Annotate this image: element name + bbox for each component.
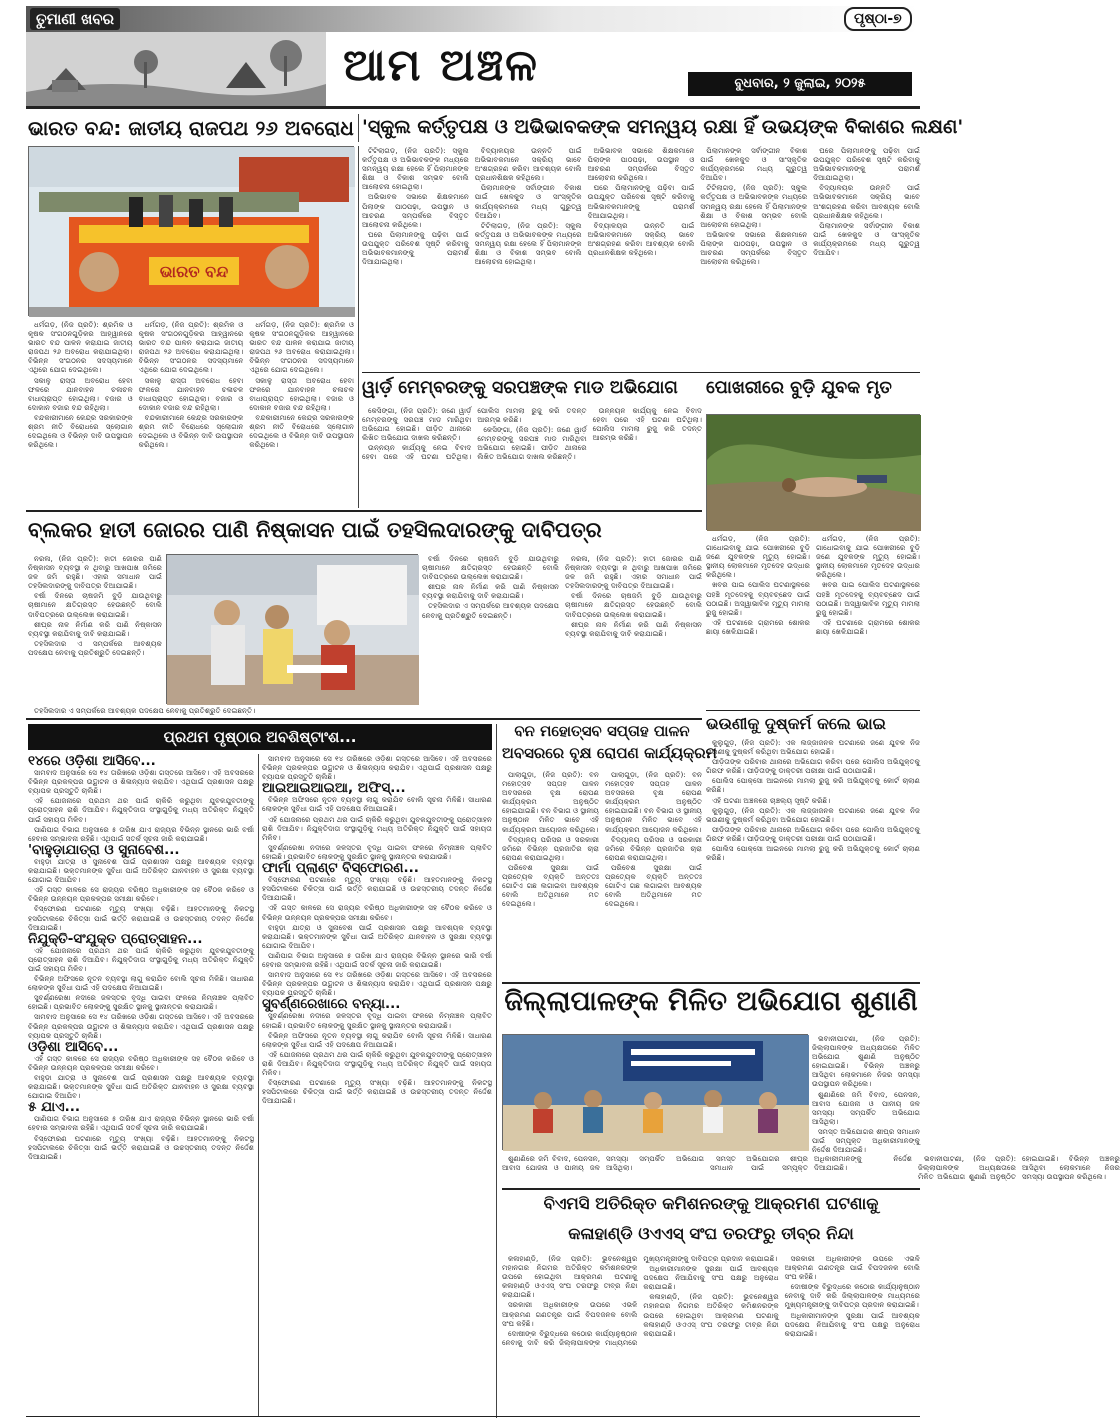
paragraph: ଅଧିକାରୀମାନଙ୍କ ସୁରକ୍ଷା ପାଇଁ ଆବଶ୍ୟକ ପଦକ୍ଷେପ ନିଆଯିବାକୁ ସଂଘ ପକ୍ଷରୁ ଅନୁରୋଧ କରାଯାଇଛି। — [784, 1310, 920, 1338]
collector-grievance-body-2 — [502, 1154, 1120, 1184]
paragraph: ବିସ୍ଫୋରଣ ଘଟଣାରେ ମୃତ୍ୟୁ ସଂଖ୍ୟା ବଢ଼ିଛି। ଆହତମାନଙ୍କୁ ନିକଟସ୍ଥ ହସପିଟାଲରେ ଚିକିତ୍ସା ପାଇଁ ଭର୍ତ୍ତି କରାଯାଇଛି ଓ ଉଚ୍ଚସ୍ତରୀୟ ତଦନ୍ତ ନିର୍ଦ୍ଦେଶ ଦିଆଯାଇଛି। — [262, 1078, 492, 1106]
village-sketch-icon — [26, 32, 326, 106]
paragraph: ବର୍ଷା ଦିନରେ ଚାଷଜମି ବୁଡ଼ି ଯାଉଥିବାରୁ ଚାଷୀମାନେ କ୍ଷତିଗ୍ରସ୍ତ ହେଉଛନ୍ତି ବୋଲି ଦାବିପତ୍ରରେ ଉଲ୍ଲେଖ କରାଯାଇଛି। — [422, 554, 559, 582]
paragraph: ପୋଲିସ ପୋକ୍ସୋ ଆଇନରେ ମାମଲା ରୁଜୁ କରି ଅଭିଯୁକ୍ତକୁ କୋର୍ଟ ଚାଲାଣ କରିଛି। — [706, 776, 920, 795]
block-water-body-2 — [422, 554, 702, 712]
section-title: 'ବାହୁଡ଼ାଯାତ୍ରା ଓ ସୁନାବେଶ... — [28, 841, 180, 858]
page-number — [844, 8, 912, 27]
paragraph: ସରକାରୀ ଅଧିକାରୀଙ୍କ ଉପରେ ଏଭଳି ଆକ୍ରମଣ ଗଣତନ୍ତ୍ର ପାଇଁ ବିପଦଜନକ ବୋଲି ସଂଘ କହିଛି। — [784, 1254, 920, 1282]
paragraph: ଏହି ଘଟଣାରେ ଗ୍ରାମରେ ଶୋକର ଛାୟା ଖେଳିଯାଇଛି। — [706, 617, 810, 636]
paragraph: ସୁବର୍ଣ୍ଣରେଖା ନଦୀରେ ଜଳସ୍ତର ବୃଦ୍ଧି ପାଇବା ଫଳରେ ନିମ୍ନାଞ୍ଚଳ ପ୍ଲାବିତ ହୋଇଛି। ପ୍ରଭାବିତ ଲୋକଙ୍କୁ ସୁରକ୍ଷିତ ସ୍ଥାନକୁ ସ୍ଥାନାନ୍ତର କରାଯାଉଛି। — [262, 842, 492, 861]
paragraph: ଧର୍ମଗଡ଼, (ନିଜ ପ୍ରତି): ଶ୍ରମିକ ଓ କୃଷକ ସଂଗଠନଗୁଡ଼ିକର ଆହ୍ୱାନରେ ଭାରତ ବନ୍ଦ ପାଳନ କରାଯାଇ ଜାତୀୟ ରାଜପଥ ୨୬ ଅବରୋଧ କରାଯାଇଥିଲା। ବିଭିନ୍ନ ସଂଗଠନର ସଦସ୍ୟମାନେ ଏଥିରେ ଯୋଗ ଦେଇଥିଲେ। — [28, 320, 133, 375]
paragraph: ଏହି ଗସ୍ତ କାଳରେ ସେ ରାଜ୍ୟର ବରିଷ୍ଠ ଅଧିକାରୀଙ୍କ ସହ ବୈଠକ କରିବେ ଓ ବିଭିନ୍ନ ଉନ୍ନୟନ ପ୍ରକଳ୍ପର ସମୀକ୍ଷା କରିବେ। — [28, 1053, 254, 1072]
paragraph: ଧର୍ମଗଡ଼, (ନିଜ ପ୍ରତି): ଶ୍ରମିକ ଓ କୃଷକ ସଂଗଠନଗୁଡ଼ିକର ଆହ୍ୱାନରେ ଭାରତ ବନ୍ଦ ପାଳନ କରାଯାଇ ଜାତୀୟ ରାଜପଥ ୨୬ ଅବରୋଧ କରାଯାଇଥିଲା। ବିଭିନ୍ନ ସଂଗଠନର ସଦସ୍ୟମାନେ ଏଥିରେ ଯୋଗ ଦେଇଥିଲେ। — [138, 320, 244, 375]
brand-text: ତୁମାଣୀ ଖବର — [30, 8, 120, 30]
school-coordination-body — [362, 146, 920, 368]
section-title: ଫାର୍ମା ପ୍ଲାଣ୍ଟ ବିସ୍ଫୋରଣ... — [262, 860, 419, 877]
paragraph: ଖବର ପାଇ ପୋଲିସ ଘଟଣାସ୍ଥଳରେ ପହଞ୍ଚି ମୃତଦେହକୁ ବ୍ୟବଚ୍ଛେଦ ପାଇଁ ପଠାଇଛି। ଅସ୍ୱାଭାବିକ ମୃତ୍ୟୁ ମାମଲା ରୁଜୁ ହୋଇଛି। — [816, 580, 920, 617]
paragraph: ପାଣିପାଗ ବିଭାଗ ଅନୁସାରେ ୫ ତାରିଖ ଯାଏ ରାଜ୍ୟର ବିଭିନ୍ନ ସ୍ଥାନରେ ଭାରି ବର୍ଷା ହେବାର ସମ୍ଭାବନା ରହିଛି। ଏଥିପାଇଁ ସତର୍କ ସୂଚନା ଜାରି କରାଯାଇଛି। — [28, 824, 254, 843]
plantation-body — [502, 770, 702, 980]
paragraph: ବନ୍ଦକାରୀମାନେ କେନ୍ଦ୍ର ସରକାରଙ୍କ ଶ୍ରମ ନୀତି ବିରୋଧରେ ସ୍ଲୋଗାନ ଦେଇଥିଲେ ଓ ବିଭିନ୍ନ ଦାବି ଉପସ୍ଥାପନ କରିଥିଲେ। — [28, 412, 133, 450]
paragraph: ପିଲାମାନଙ୍କ ସର୍ବାଙ୍ଗୀନ ବିକାଶ ପାଇଁ ଖେଳକୁଦ ଓ ସାଂସ୍କୃତିକ କାର୍ଯ୍ୟକ୍ରମରେ ମଧ୍ୟ ଗୁରୁତ୍ୱ ଦିଆଯିବ। — [700, 146, 808, 183]
paragraph: ପୋଲିସ ପୋକ୍ସୋ ଆଇନରେ ମାମଲା ରୁଜୁ କରି ଅଭିଯୁକ୍ତକୁ କୋର୍ଟ ଚାଲାଣ କରିଛି। — [706, 844, 920, 863]
continuation-col-1 — [28, 754, 254, 1418]
grievance-meeting-photo-icon — [503, 1035, 809, 1151]
section-rule — [502, 982, 920, 984]
paragraph: ବିଭିନ୍ନ ଅଫିସରେ ନୂତନ ବ୍ୟବସ୍ଥା ଲାଗୁ କରାଯିବ ବୋଲି ସୂଚନା ମିଳିଛି। ସାଧାରଣ ଲୋକଙ୍କ ସୁବିଧା ପାଇଁ ଏହି ପଦକ୍ଷେପ ନିଆଯାଇଛି। — [262, 1030, 492, 1049]
paragraph: ବାହୁଡ଼ା ଯାତ୍ରା ଓ ସୁନାବେଶ ପାଇଁ ପ୍ରଶାସନ ପକ୍ଷରୁ ଆବଶ୍ୟକ ବ୍ୟବସ୍ଥା କରାଯାଇଛି। ଭକ୍ତମାନଙ୍କ ସୁବିଧା ପାଇଁ ଅତିରିକ୍ତ ଯାନବାହନ ଓ ସୁରକ୍ଷା ବ୍ୟବସ୍ଥା ଯୋଗାଇ ଦିଆଯିବ। — [28, 1073, 254, 1101]
paragraph: ବିସ୍ଫୋରଣ ଘଟଣାରେ ମୃତ୍ୟୁ ସଂଖ୍ୟା ବଢ଼ିଛି। ଆହତମାନଙ୍କୁ ନିକଟସ୍ଥ ହସପିଟାଲରେ ଚିକିତ୍ସା ପାଇଁ ଭର୍ତ୍ତି କରାଯାଇଛି ଓ ଉଚ୍ଚସ୍ତରୀୟ ତଦନ୍ତ ନିର୍ଦ୍ଦେଶ ଦିଆଯାଇଛି। — [28, 1133, 254, 1161]
paragraph: ଖବର ପାଇ ପୋଲିସ ଘଟଣାସ୍ଥଳରେ ପହଞ୍ଚି ମୃତଦେହକୁ ବ୍ୟବଚ୍ଛେଦ ପାଇଁ ପଠାଇଛି। ଅସ୍ୱାଭାବିକ ମୃତ୍ୟୁ ମାମଲା ରୁଜୁ ହୋଇଛି। — [706, 580, 810, 617]
paragraph: ସମସ୍ତ ଅଭିଯୋଗର ଶୀଘ୍ର ସମାଧାନ ପାଇଁ ସମ୍ପୃକ୍ତ ଅଧିକାରୀମାନଙ୍କୁ ନିର୍ଦ୍ଦେଶ ଦିଆଯାଇଛି। — [812, 1126, 920, 1155]
paragraph: ତହସିଲଦାର ଏ ସମ୍ପର୍କରେ ଆବଶ୍ୟକ ପଦକ୍ଷେପ ନେବାକୁ ପ୍ରତିଶ୍ରୁତି ଦେଇଛନ୍ତି। — [34, 706, 256, 715]
paragraph: ଅଧିକାରୀମାନଙ୍କ ସୁରକ୍ଷା ପାଇଁ ଆବଶ୍ୟକ ପଦକ୍ଷେପ ନିଆଯିବାକୁ ସଂଘ ପକ୍ଷରୁ ଅନୁରୋଧ କରାଯାଇଛି। — [643, 1264, 779, 1292]
paragraph: ପାଲାଗୁଡ଼ା, (ନିଜ ପ୍ରତି): ବନ ମହୋତ୍ସବ ସପ୍ତାହ ପାଳନ ଅବସରରେ ବୃକ୍ଷ ରୋପଣ କାର୍ଯ୍ୟକ୍ରମ ଅନୁଷ୍ଠିତ ହୋଇଯାଇଛି। ବନ ବିଭାଗ ଓ ସ୍ଥାନୀୟ ଅନୁଷ୍ଠାନ ମିଳିତ ଭାବେ ଏହି କାର୍ଯ୍ୟକ୍ରମ ଆୟୋଜନ କରିଥିଲେ। — [605, 770, 702, 834]
bmc-attack-body — [502, 1254, 920, 1418]
paragraph: ଘରେ ପିଲାମାନଙ୍କୁ ପଢ଼ିବା ପାଇଁ ଉପଯୁକ୍ତ ପରିବେଶ ସୃଷ୍ଟି କରିବାକୁ ଅଭିଭାବକମାନଙ୍କୁ ପରାମର୍ଶ ଦିଆଯାଇଥିଲା। — [813, 146, 920, 183]
headline-plantation-2: ଅବସରରେ ବୃକ୍ଷ ରୋପଣ କାର୍ଯ୍ୟକ୍ରମ — [502, 744, 717, 762]
headline-bmc-attack-1: ବିଏମସି ଅତିରିକ୍ତ କମିଶନରଙ୍କୁ ଆକ୍ରମଣ ଘଟଣାକୁ — [543, 1194, 879, 1213]
section-title: ସୁବର୍ଣ୍ଣରେଖାରେ ବନ୍ୟା... — [262, 996, 401, 1013]
masthead-title: ଆମ ଅଞ୍ଚଳ — [343, 40, 539, 91]
paragraph: ସକାଳୁ ରାସ୍ତା ଅବରୋଧ ହେବା ଫଳରେ ଯାନବାହନ ଚଳାଚଳ ବାଧାପ୍ରାପ୍ତ ହୋଇଥିଲା। ବଜାର ଓ ଦୋକାନ ବଜାର ବନ୍ଦ ରହିଥିଲା। — [138, 375, 244, 412]
paragraph: ଏହି ଘଟଣା ଅଞ୍ଚଳରେ ଚାଞ୍ଚଲ୍ୟ ସୃଷ୍ଟି କରିଛି। — [712, 795, 831, 805]
paragraph: ଭବାନୀପାଟଣା, (ନିଜ ପ୍ରତି): ଜିଲ୍ଲାପାଳଙ୍କ ଅଧ୍ୟକ୍ଷତାରେ ମିଳିତ ଅଭିଯୋଗ ଶୁଣାଣି ଅନୁଷ୍ଠିତ ହୋଇଯାଇଛି। ବିଭିନ୍ନ ଅଞ୍ଚଳରୁ ଆସିଥିବା ଲୋକମାନେ ନିଜର ସମସ୍ୟା ଉପସ୍ଥାପନ କରିଥିଲେ। — [812, 1034, 920, 1089]
paragraph: ଏହି ଗସ୍ତ କାଳରେ ସେ ରାଜ୍ୟର ବରିଷ୍ଠ ଅଧିକାରୀଙ୍କ ସହ ବୈଠକ କରିବେ ଓ ବିଭିନ୍ନ ଉନ୍ନୟନ ପ୍ରକଳ୍ପର ସମୀକ୍ଷା କରିବେ। — [262, 903, 492, 922]
paragraph: ପରିବେଶ ସୁରକ୍ଷା ପାଇଁ ପ୍ରତ୍ୟେକ ବ୍ୟକ୍ତି ଅନ୍ତତଃ ଗୋଟିଏ ଗଛ ଲଗାଇବା ଆବଶ୍ୟକ ବୋଲି ଅତିଥିମାନେ ମତ ଦେଇଥିଲେ। — [605, 862, 702, 909]
header-rule — [26, 106, 920, 109]
paragraph: ସୁବର୍ଣ୍ଣରେଖା ନଦୀରେ ଜଳସ୍ତର ବୃଦ୍ଧି ପାଇବା ଫଳରେ ନିମ୍ନାଞ୍ଚଳ ପ୍ଲାବିତ ହୋଇଛି। ପ୍ରଭାବିତ ଲୋକଙ୍କୁ ସୁରକ୍ଷିତ ସ୍ଥାନକୁ ସ୍ଥାନାନ୍ତର କରାଯାଉଛି। — [262, 1011, 492, 1030]
banner-text: ଭାରତ ବନ୍ଦ — [159, 262, 229, 281]
paragraph: ଧର୍ମଗଡ଼, (ନିଜ ପ୍ରତି): ଶ୍ରମିକ ଓ କୃଷକ ସଂଗଠନଗୁଡ଼ିକର ଆହ୍ୱାନରେ ଭାରତ ବନ୍ଦ ପାଳନ କରାଯାଇ ଜାତୀୟ ରାଜପଥ ୨୬ ଅବରୋଧ କରାଯାଇଥିଲା। ବିଭିନ୍ନ ସଂଗଠନର ସଦସ୍ୟମାନେ ଏଥିରେ ଯୋଗ ଦେଇଥିଲେ। — [249, 320, 354, 375]
column-divider — [358, 146, 359, 508]
paragraph: ବନ୍ଦକାରୀମାନେ କେନ୍ଦ୍ର ସରକାରଙ୍କ ଶ୍ରମ ନୀତି ବିରୋଧରେ ସ୍ଲୋଗାନ ଦେଇଥିଲେ ଓ ବିଭିନ୍ନ ଦାବି ଉପସ୍ଥାପନ କରିଥିଲେ। — [249, 412, 354, 450]
pond-photo — [706, 414, 920, 530]
paragraph: ଘରେ ପିଲାମାନଙ୍କୁ ପଢ଼ିବା ପାଇଁ ଉପଯୁକ୍ତ ପରିବେଶ ସୃଷ୍ଟି କରିବାକୁ ଅଭିଭାବକମାନଙ୍କୁ ପରାମର୍ଶ ଦିଆଯାଇଥିଲା। — [587, 183, 695, 220]
paragraph: ଉନ୍ନୟନ କାର୍ଯ୍ୟକୁ ନେଇ ବିବାଦ ହେବା ପରେ ଏହି ଘଟଣା ଘଟିଥିଲା। ପୋଲିସ ମାମଲା ରୁଜୁ କରି ତଦନ୍ତ ଆରମ୍ଭ କରିଛି। — [362, 406, 587, 462]
paragraph: ସାମବାଦ ଅନୁସାରେ ସେ ୧୪ ତାରିଖରେ ଓଡ଼ିଶା ଗସ୍ତରେ ଆସିବେ। ଏହି ଅବସରରେ ବିଭିନ୍ନ ପ୍ରକଳ୍ପର ଉଦ୍ଘାଟନ ଓ ଶିଳାନ୍ୟାସ କରାଯିବ। ଏଥିପାଇଁ ପ୍ରଶାସନ ପକ୍ଷରୁ ବ୍ୟାପକ ପ୍ରସ୍ତୁତି ଚାଲିଛି। — [262, 970, 492, 998]
paragraph: ବାହୁଡ଼ା ଯାତ୍ରା ଓ ସୁନାବେଶ ପାଇଁ ପ୍ରଶାସନ ପକ୍ଷରୁ ଆବଶ୍ୟକ ବ୍ୟବସ୍ଥା କରାଯାଇଛି। ଭକ୍ତମାନଙ୍କ ସୁବିଧା ପାଇଁ ଅତିରିକ୍ତ ଯାନବାହନ ଓ ସୁରକ୍ଷା ବ୍ୟବସ୍ଥା ଯୋଗାଇ ଦିଆଯିବ। — [28, 856, 254, 885]
issue-date: ବୁଧବାର, ୨ ଜୁଲାଇ, ୨୦୨୫ — [688, 72, 912, 96]
bharat-bandh-photo — [28, 146, 354, 316]
paragraph: ବାହୁଡ଼ା ଯାତ୍ରା ଓ ସୁନାବେଶ ପାଇଁ ପ୍ରଶାସନ ପକ୍ଷରୁ ଆବଶ୍ୟକ ବ୍ୟବସ୍ଥା କରାଯାଇଛି। ଭକ୍ତମାନଙ୍କ ସୁବିଧା ପାଇଁ ଅତିରିକ୍ତ ଯାନବାହନ ଓ ସୁରକ୍ଷା ବ୍ୟବସ୍ଥା ଯୋଗାଇ ଦିଆଯିବ। — [262, 922, 492, 950]
paragraph: ପୀଡ଼ିତାଙ୍କ ପରିବାର ଥାନାରେ ଅଭିଯୋଗ କରିବା ପରେ ପୋଲିସ ଅଭିଯୁକ୍ତକୁ ଗିରଫ କରିଛି। ପୀଡ଼ିତାଙ୍କୁ ଡାକ୍ତରୀ ପରୀକ୍ଷା ପାଇଁ ପଠାଯାଇଛି। — [706, 824, 920, 843]
paragraph: ପରିବେଶ ସୁରକ୍ଷା ପାଇଁ ପ୍ରତ୍ୟେକ ବ୍ୟକ୍ତି ଅନ୍ତତଃ ଗୋଟିଏ ଗଛ ଲଗାଇବା ଆବଶ୍ୟକ ବୋଲି ଅତିଥିମାନେ ମତ ଦେଇଥିଲେ। — [502, 862, 599, 909]
paragraph: ଶୁଣାଣିରେ ଜମି ବିବାଦ, ପେନସନ, ଆବାସ ଯୋଜନା ଓ ପାନୀୟ ଜଳ ସମସ୍ୟା ସମ୍ପର୍କିତ ଅଭିଯୋଗ ଆସିଥିଲା। — [812, 1089, 920, 1126]
paragraph: ଶୀଘ୍ର ନାଳ ନିର୍ମାଣ କରି ପାଣି ନିଷ୍କାସନ ବ୍ୟବସ୍ଥା କରାଯିବାକୁ ଦାବି କରାଯାଇଛି। — [422, 582, 559, 601]
paragraph: ବର୍ଷା ଦିନରେ ଚାଷଜମି ବୁଡ଼ି ଯାଉଥିବାରୁ ଚାଷୀମାନେ କ୍ଷତିଗ୍ରସ୍ତ ହେଉଛନ୍ତି ବୋଲି ଦାବିପତ୍ରରେ ଉଲ୍ଲେଖ କରାଯାଇଛି। — [565, 591, 702, 619]
paragraph: ଶୁଣାଣିରେ ଜମି ବିବାଦ, ପେନସନ, ଆବାସ ଯୋଜନା ଓ ପାନୀୟ ଜଳ ସମସ୍ୟା ସମ୍ପର୍କିତ ଅଭିଯୋଗ ଆସିଥିଲା। — [502, 1154, 704, 1173]
page-number-text: ପୃଷ୍ଠା-୭ — [844, 7, 912, 31]
block-water-body-tail — [28, 706, 418, 716]
paragraph: ବିସ୍ଫୋରଣ ଘଟଣାରେ ମୃତ୍ୟୁ ସଂଖ୍ୟା ବଢ଼ିଛି। ଆହତମାନଙ୍କୁ ନିକଟସ୍ଥ ହସପିଟାଲରେ ଚିକିତ୍ସା ପାଇଁ ଭର୍ତ୍ତି କରାଯାଇଛି ଓ ଉଚ୍ଚସ୍ତରୀୟ ତଦନ୍ତ ନିର୍ଦ୍ଦେଶ ଦିଆଯାଇଛି। — [262, 875, 492, 903]
paragraph: ଶୀଘ୍ର ନାଳ ନିର୍ମାଣ କରି ପାଣି ନିଷ୍କାସନ ବ୍ୟବସ୍ଥା କରାଯିବାକୁ ଦାବି କରାଯାଇଛି। — [28, 619, 162, 638]
paragraph: ବିଭିନ୍ନ ଅଫିସରେ ନୂତନ ବ୍ୟବସ୍ଥା ଲାଗୁ କରାଯିବ ବୋଲି ସୂଚନା ମିଳିଛି। ସାଧାରଣ ଲୋକଙ୍କ ସୁବିଧା ପାଇଁ ଏହି ପଦକ୍ଷେପ ନିଆଯାଇଛି। — [262, 795, 492, 814]
section-title: ଓଡ଼ିଶା ଆସିବେ... — [28, 1038, 119, 1055]
headline-bmc-attack-2: କଳାହାଣ୍ଡି ଓଏଏସ୍ ସଂଘ ତରଫରୁ ତୀବ୍ର ନିନ୍ଦା — [568, 1224, 854, 1243]
paragraph: ସାମବାଦ ଅନୁସାରେ ସେ ୧୪ ତାରିଖରେ ଓଡ଼ିଶା ଗସ୍ତରେ ଆସିବେ। ଏହି ଅବସରରେ ବିଭିନ୍ନ ପ୍ରକଳ୍ପର ଉଦ୍ଘାଟନ ଓ ଶିଳାନ୍ୟାସ କରାଯିବ। ଏଥିପାଇଁ ପ୍ରଶାସନ ପକ୍ଷରୁ ବ୍ୟାପକ ପ୍ରସ୍ତୁତି ଚାଲିଛି। — [262, 754, 492, 782]
pond-death-body — [706, 534, 920, 706]
paragraph: ଧର୍ମଗଡ଼, (ନିଜ ପ୍ରତି): ଗାଧୋଇବାକୁ ଯାଇ ପୋଖରୀରେ ବୁଡ଼ି ଜଣେ ଯୁବକଙ୍କ ମୃତ୍ୟୁ ହୋଇଛି। ସ୍ଥାନୀୟ ଲୋକମାନେ ମୃତଦେହ ଉଦ୍ଧାର କରିଥିଲେ। — [816, 534, 920, 580]
paragraph: ପୀଡ଼ିତାଙ୍କ ପରିବାର ଥାନାରେ ଅଭିଯୋଗ କରିବା ପରେ ପୋଲିସ ଅଭିଯୁକ୍ତକୁ ଗିରଫ କରିଛି। ପୀଡ଼ିତାଙ୍କୁ ଡାକ୍ତରୀ ପରୀକ୍ଷା ପାଇଁ ପଠାଯାଇଛି। — [706, 757, 920, 776]
paragraph: ଟିଟିଲାଗଡ଼, (ନିଜ ପ୍ରତି): ସ୍କୁଲ କର୍ତ୍ତୃପକ୍ଷ ଓ ଅଭିଭାବକଙ୍କ ମଧ୍ୟରେ ସମନ୍ୱୟ ରକ୍ଷା ହେଲେ ହିଁ ପିଲାମାନଙ୍କ ଶିକ୍ଷା ଓ ବିକାଶ ସମ୍ଭବ ବୋଲି ଆଲୋଚନା ହୋଇଥିଲା। — [362, 146, 469, 192]
paragraph: ଦୋଷୀଙ୍କ ବିରୁଦ୍ଧରେ କଠୋର କାର୍ଯ୍ୟାନୁଷ୍ଠାନ ନେବାକୁ ଦାବି କରି ଜିଲ୍ଲାପାଳଙ୍କ ମାଧ୍ୟମରେ ମୁଖ୍ୟମନ୍ତ୍ରୀଙ୍କୁ ଦାବିପତ୍ର ପ୍ରଦାନ କରାଯାଇଛି। — [784, 1282, 920, 1310]
brand-label — [30, 9, 120, 28]
section-rule — [362, 372, 920, 373]
headline-school-coordination: 'ସ୍କୁଲ କର୍ତ୍ତୃପକ୍ଷ ଓ ଅଭିଭାବକଙ୍କ ସମନ୍ୱୟ ରକ୍ଷା ହିଁ ଉଭୟଙ୍କ ବିକାଶର ଲକ୍ଷଣ' — [362, 116, 964, 138]
paragraph: ପାଲାଗୁଡ଼ା, (ନିଜ ପ୍ରତି): ବନ ମହୋତ୍ସବ ସପ୍ତାହ ପାଳନ ଅବସରରେ ବୃକ୍ଷ ରୋପଣ କାର୍ଯ୍ୟକ୍ରମ ଅନୁଷ୍ଠିତ ହୋଇଯାଇଛି। ବନ ବିଭାଗ ଓ ସ୍ଥାନୀୟ ଅନୁଷ୍ଠାନ ମିଳିତ ଭାବେ ଏହି କାର୍ଯ୍ୟକ୍ରମ ଆୟୋଜନ କରିଥିଲେ। — [502, 770, 599, 834]
paragraph: ବିଦ୍ୟାଳୟ ପରିସର ଓ ସରକାରୀ ଜମିରେ ବିଭିନ୍ନ ପ୍ରଜାତିର ଚାରା ରୋପଣ କରାଯାଇଥିଲା। — [502, 834, 599, 862]
masthead-art — [26, 32, 326, 106]
bharat-bandh-body — [28, 320, 354, 506]
paragraph: ସାମବାଦ ଅନୁସାରେ ସେ ୧୪ ତାରିଖରେ ଓଡ଼ିଶା ଗସ୍ତରେ ଆସିବେ। ଏହି ଅବସରରେ ବିଭିନ୍ନ ପ୍ରକଳ୍ପର ଉଦ୍ଘାଟନ ଓ ଶିଳାନ୍ୟାସ କରାଯିବ। ଏଥିପାଇଁ ପ୍ରଶାସନ ପକ୍ଷରୁ ବ୍ୟାପକ ପ୍ରସ୍ତୁତି ଚାଲିଛି। — [28, 768, 254, 796]
paragraph: ବର୍ଷା ଦିନରେ ଚାଷଜମି ବୁଡ଼ି ଯାଉଥିବାରୁ ଚାଷୀମାନେ କ୍ଷତିଗ୍ରସ୍ତ ହେଉଛନ୍ତି ବୋଲି ଦାବିପତ୍ରରେ ଉଲ୍ଲେଖ କରାଯାଇଛି। — [28, 591, 162, 619]
paragraph: ତହସିଲଦାର ଏ ସମ୍ପର୍କରେ ଆବଶ୍ୟକ ପଦକ୍ଷେପ ନେବାକୁ ପ୍ରତିଶ୍ରୁତି ଦେଇଛନ୍ତି। — [28, 638, 162, 657]
headline-pond-death: ପୋଖରୀରେ ବୁଡ଼ି ଯୁବକ ମୃତ — [706, 378, 892, 398]
column-divider — [258, 754, 259, 1416]
headline-ward-member: ୱାର୍ଡ଼ ମେମ୍ବରଙ୍କୁ ସରପଞ୍ଚଙ୍କ ମାଡ ଅଭିଯୋଗ — [362, 378, 678, 398]
paragraph: ଅଭିଭାବକ ସଭାରେ ଶିକ୍ଷକମାନେ ପିଲାଙ୍କ ପାଠପଢ଼ା, ଉପସ୍ଥାନ ଓ ଆଚରଣ ସମ୍ପର୍କରେ ବିସ୍ତୃତ ଆଲୋଚନା କରିଥିଲେ। — [587, 146, 695, 183]
paragraph: ସୁବର୍ଣ୍ଣରେଖା ନଦୀରେ ଜଳସ୍ତର ବୃଦ୍ଧି ପାଇବା ଫଳରେ ନିମ୍ନାଞ୍ଚଳ ପ୍ଲାବିତ ହୋଇଛି। ପ୍ରଭାବିତ ଲୋକଙ୍କୁ ସୁରକ୍ଷିତ ସ୍ଥାନକୁ ସ୍ଥାନାନ୍ତର କରାଯାଉଛି। — [28, 993, 254, 1012]
paragraph: କେସିଙ୍ଗା, (ନିଜ ପ୍ରତି): ଜଣେ ୱାର୍ଡ଼ ମେମ୍ବରଙ୍କୁ ସରପଞ୍ଚ ମାଡ ମାରିଥିବା ଅଭିଯୋଗ ହୋଇଛି। ପୀଡ଼ିତ ଥାନାରେ ଲିଖିତ ଅଭିଯୋଗ ଦାଖଲ କରିଛନ୍ତି। — [477, 425, 587, 462]
headline-block-water: ବ୍ଲକର ହାତୀ ଜୋରର ପାଣି ନିଷ୍କାସନ ପାଇଁ ତହସିଲଦାରଙ୍କୁ ଦାବିପତ୍ର — [28, 518, 602, 542]
headline-plantation-1: ବନ ମହୋତ୍ସବ ସପ୍ତାହ ପାଳନ — [514, 722, 690, 740]
grievance-photo — [502, 1034, 808, 1150]
paragraph: ଶୀଘ୍ର ନାଳ ନିର୍ମାଣ କରି ପାଣି ନିଷ୍କାସନ ବ୍ୟବସ୍ଥା କରାଯିବାକୁ ଦାବି କରାଯାଇଛି। — [565, 619, 702, 638]
section-title: ୧୪ରେ ଓଡ଼ିଶା ଆସିବେ... — [28, 753, 156, 769]
paragraph: ସରକାରୀ ଅଧିକାରୀଙ୍କ ଉପରେ ଏଭଳି ଆକ୍ରମଣ ଗଣତନ୍ତ୍ର ପାଇଁ ବିପଦଜନକ ବୋଲି ସଂଘ କହିଛି। — [502, 1300, 638, 1328]
paragraph: ବିଦ୍ୟାଳୟ ପରିସର ଓ ସରକାରୀ ଜମିରେ ବିଭିନ୍ନ ପ୍ରଜାତିର ଚାରା ରୋପଣ କରାଯାଇଥିଲା। — [605, 834, 702, 862]
paragraph: ପାଣିପାଗ ବିଭାଗ ଅନୁସାରେ ୫ ତାରିଖ ଯାଏ ରାଜ୍ୟର ବିଭିନ୍ନ ସ୍ଥାନରେ ଭାରି ବର୍ଷା ହେବାର ସମ୍ଭାବନା ରହିଛି। ଏଥିପାଇଁ ସତର୍କ ସୂଚନା ଜାରି କରାଯାଇଛି। — [28, 1114, 254, 1133]
paragraph: ନରଳା, (ନିଜ ପ୍ରତି): ହାତୀ ଜୋରର ପାଣି ନିଷ୍କାସନ ବ୍ୟବସ୍ଥା ନ ଥିବାରୁ ଆଖପାଖ ଜମିରେ ଜଳ ଜମି ରହୁଛି। ଏହାର ସମାଧାନ ପାଇଁ ତହସିଲଦାରଙ୍କୁ ଦାବିପତ୍ର ଦିଆଯାଇଛି। — [28, 554, 162, 591]
paragraph: ସକାଳୁ ରାସ୍ତା ଅବରୋଧ ହେବା ଫଳରେ ଯାନବାହନ ଚଳାଚଳ ବାଧାପ୍ରାପ୍ତ ହୋଇଥିଲା। ବଜାର ଓ ଦୋକାନ ବଜାର ବନ୍ଦ ରହିଥିଲା। — [28, 375, 133, 412]
paragraph: ଟିଟିଲାଗଡ଼, (ନିଜ ପ୍ରତି): ସ୍କୁଲ କର୍ତ୍ତୃପକ୍ଷ ଓ ଅଭିଭାବକଙ୍କ ମଧ୍ୟରେ ସମନ୍ୱୟ ରକ୍ଷା ହେଲେ ହିଁ ପିଲାମାନଙ୍କ ଶିକ୍ଷା ଓ ବିକାଶ ସମ୍ଭବ ବୋଲି ଆଲୋଚନା ହୋଇଥିଲା। — [700, 183, 808, 229]
section-rule — [706, 710, 920, 711]
protest-banner-photo-icon — [29, 147, 355, 317]
header-band — [26, 6, 920, 32]
paragraph: ଅଭିଭାବକ ସଭାରେ ଶିକ୍ଷକମାନେ ପିଲାଙ୍କ ପାଠପଢ଼ା, ଉପସ୍ଥାନ ଓ ଆଚରଣ ସମ୍ପର୍କରେ ବିସ୍ତୃତ ଆଲୋଚନା କରିଥିଲେ। — [362, 192, 469, 229]
newspaper-page — [26, 6, 1120, 1418]
footer-rule — [26, 1416, 920, 1417]
paragraph: ଦୋଷୀଙ୍କ ବିରୁଦ୍ଧରେ କଠୋର କାର୍ଯ୍ୟାନୁଷ୍ଠାନ ନେବାକୁ ଦାବି କରି ଜିଲ୍ଲାପାଳଙ୍କ ମାଧ୍ୟମରେ ମୁଖ୍ୟମନ୍ତ୍ରୀଙ୍କୁ ଦାବିପତ୍ର ପ୍ରଦାନ କରାଯାଇଛି। — [502, 1254, 778, 1347]
paragraph: ପାଣିପାଗ ବିଭାଗ ଅନୁସାରେ ୫ ତାରିଖ ଯାଏ ରାଜ୍ୟର ବିଭିନ୍ନ ସ୍ଥାନରେ ଭାରି ବର୍ଷା ହେବାର ସମ୍ଭାବନା ରହିଛି। ଏଥିପାଇଁ ସତର୍କ ସୂଚନା ଜାରି କରାଯାଇଛି। — [262, 950, 492, 969]
paragraph: ନରଳା, (ନିଜ ପ୍ରତି): ହାତୀ ଜୋରର ପାଣି ନିଷ୍କାସନ ବ୍ୟବସ୍ଥା ନ ଥିବାରୁ ଆଖପାଖ ଜମିରେ ଜଳ ଜମି ରହୁଛି। ଏହାର ସମାଧାନ ପାଇଁ ତହସିଲଦାରଙ୍କୁ ଦାବିପତ୍ର ଦିଆଯାଇଛି। — [565, 554, 702, 591]
headline-collector-grievance: ଜିଲ୍ଲାପାଳଙ୍କ ମିଳିତ ଅଭିଯୋଗ ଶୁଣାଣି — [504, 986, 918, 1017]
ward-member-body — [362, 406, 702, 506]
paragraph: ବିଭିନ୍ନ ଅଫିସରେ ନୂତନ ବ୍ୟବସ୍ଥା ଲାଗୁ କରାଯିବ ବୋଲି ସୂଚନା ମିଳିଛି। ସାଧାରଣ ଲୋକଙ୍କ ସୁବିଧା ପାଇଁ ଏହି ପଦକ୍ଷେପ ନିଆଯାଇଛି। — [28, 974, 254, 993]
headline-bharat-bandh: ଭାରତ ବନ୍ଦ: ଜାତୀୟ ରାଜପଥ ୨୬ ଅବରୋଧ — [28, 116, 354, 140]
paragraph: ତହସିଲଦାର ଏ ସମ୍ପର୍କରେ ଆବଶ୍ୟକ ପଦକ୍ଷେପ ନେବାକୁ ପ୍ରତିଶ୍ରୁତି ଦେଇଛନ୍ତି। — [422, 601, 559, 620]
paragraph: ଭବାନୀପାଟଣା, (ନିଜ ପ୍ରତି): ଜିଲ୍ଲାପାଳଙ୍କ ଅଧ୍ୟକ୍ଷତାରେ ମିଳିତ ଅଭିଯୋଗ ଶୁଣାଣି ଅନୁଷ୍ଠିତ ହୋଇଯାଇଛି। ବିଭିନ୍ନ ଅଞ୍ଚଳରୁ ଆସିଥିବା ଲୋକମାନେ ନିଜର ସମସ୍ୟା ଉପସ୍ଥାପନ କରିଥିଲେ। — [918, 1154, 1120, 1182]
paragraph: ଏହି ଗସ୍ତ କାଳରେ ସେ ରାଜ୍ୟର ବରିଷ୍ଠ ଅଧିକାରୀଙ୍କ ସହ ବୈଠକ କରିବେ ଓ ବିଭିନ୍ନ ଉନ୍ନୟନ ପ୍ରକଳ୍ପର ସମୀକ୍ଷା କରିବେ। — [28, 885, 254, 904]
office-meeting-photo-icon — [167, 555, 419, 705]
paragraph: ଉନ୍ନୟନ କାର୍ଯ୍ୟକୁ ନେଇ ବିବାଦ ହେବା ପରେ ଏହି ଘଟଣା ଘଟିଥିଲା। ପୋଲିସ ମାମଲା ରୁଜୁ କରି ତଦନ୍ତ ଆରମ୍ଭ କରିଛି। — [592, 406, 702, 443]
paragraph: କୁଲୁଗୁଡ଼, (ନିଜ ପ୍ରତି): ଏକ ଲଜ୍ଜାଜନକ ଘଟଣାରେ ଜଣେ ଯୁବକ ନିଜ ଭଉଣୀକୁ ଦୁଷ୍କର୍ମ କରିଥିବା ଅଭିଯୋଗ ହୋଇଛି। — [706, 738, 920, 757]
continuation-header: ପ୍ରଥମ ପୃଷ୍ଠାର ଅବଶିଷ୍ଟାଂଶ... — [28, 724, 492, 750]
paragraph: ଟିଟିଲାଗଡ଼, (ନିଜ ପ୍ରତି): ସ୍କୁଲ କର୍ତ୍ତୃପକ୍ଷ ଓ ଅଭିଭାବକଙ୍କ ମଧ୍ୟରେ ସମନ୍ୱୟ ରକ୍ଷା ହେଲେ ହିଁ ପିଲାମାନଙ୍କ ଶିକ୍ଷା ଓ ବିକାଶ ସମ୍ଭବ ବୋଲି ଆଲୋଚନା ହୋଇଥିଲା। — [474, 220, 582, 267]
section-title: ନିଯୁକ୍ତି-ସଂଯୁକ୍ତ ପ୍ରୋତ୍ସାହନ... — [28, 930, 203, 947]
paragraph: ଏହି ଘଟଣାରେ ଗ୍ରାମରେ ଶୋକର ଛାୟା ଖେଳିଯାଇଛି। — [816, 617, 920, 636]
paragraph: କେସିଙ୍ଗା, (ନିଜ ପ୍ରତି): ଜଣେ ୱାର୍ଡ଼ ମେମ୍ବରଙ୍କୁ ସରପଞ୍ଚ ମାଡ ମାରିଥିବା ଅଭିଯୋଗ ହୋଇଛି। ପୀଡ଼ିତ ଥାନାରେ ଲିଖିତ ଅଭିଯୋଗ ଦାଖଲ କରିଛନ୍ତି। — [362, 406, 472, 443]
paragraph: ଏହି ଯୋଜନାରେ ପ୍ରଥମ ଥର ପାଇଁ ଚାକିରି କରୁଥିବା ଯୁବକଯୁବତୀଙ୍କୁ ପ୍ରୋତ୍ସାହନ ରାଶି ଦିଆଯିବ। ନିଯୁକ୍ତିଦାତା ସଂସ୍ଥାଗୁଡ଼ିକୁ ମଧ୍ୟ ଅତିରିକ୍ତ ନିଯୁକ୍ତି ପାଇଁ ସହାୟତା ମିଳିବ। — [262, 1049, 492, 1077]
paragraph: ଘରେ ପିଲାମାନଙ୍କୁ ପଢ଼ିବା ପାଇଁ ଉପଯୁକ୍ତ ପରିବେଶ ସୃଷ୍ଟି କରିବାକୁ ଅଭିଭାବକମାନଙ୍କୁ ପରାମର୍ଶ ଦିଆଯାଇଥିଲା। — [362, 229, 469, 267]
section-rule — [26, 510, 702, 512]
paragraph: ସମସ୍ତ ଅଭିଯୋଗର ଶୀଘ୍ର ସମାଧାନ ପାଇଁ ସମ୍ପୃକ୍ତ ଅଧିକାରୀମାନଙ୍କୁ ନିର୍ଦ୍ଦେଶ ଦିଆଯାଇଛି। — [710, 1154, 912, 1173]
paragraph: କୁଲୁଗୁଡ଼, (ନିଜ ପ୍ରତି): ଏକ ଲଜ୍ଜାଜନକ ଘଟଣାରେ ଜଣେ ଯୁବକ ନିଜ ଭଉଣୀକୁ ଦୁଷ୍କର୍ମ କରିଥିବା ଅଭିଯୋଗ ହୋଇଛି। — [706, 805, 920, 824]
paragraph: ପିଲାମାନଙ୍କ ସର୍ବାଙ୍ଗୀନ ବିକାଶ ପାଇଁ ଖେଳକୁଦ ଓ ସାଂସ୍କୃତିକ କାର୍ଯ୍ୟକ୍ରମରେ ମଧ୍ୟ ଗୁରୁତ୍ୱ ଦିଆଯିବ। — [474, 183, 582, 220]
block-water-body-1 — [28, 554, 162, 712]
paragraph: କଳାହାଣ୍ଡି, (ନିଜ ପ୍ରତି): ଭୁବନେଶ୍ୱର ମହାନଗର ନିଗମର ଅତିରିକ୍ତ କମିଶନରଙ୍କ ଉପରେ ହୋଇଥିବା ଆକ୍ରମଣ ଘଟଣାକୁ କଳାହାଣ୍ଡି ଓଏଏସ୍ ସଂଘ ତରଫରୁ ତୀବ୍ର ନିନ୍ଦା କରାଯାଇଛି। — [502, 1254, 638, 1300]
paragraph: ସାମବାଦ ଅନୁସାରେ ସେ ୧୪ ତାରିଖରେ ଓଡ଼ିଶା ଗସ୍ତରେ ଆସିବେ। ଏହି ଅବସରରେ ବିଭିନ୍ନ ପ୍ରକଳ୍ପର ଉଦ୍ଘାଟନ ଓ ଶିଳାନ୍ୟାସ କରାଯିବ। ଏଥିପାଇଁ ପ୍ରଶାସନ ପକ୍ଷରୁ ବ୍ୟାପକ ପ୍ରସ୍ତୁତି ଚାଲିଛି। — [28, 1012, 254, 1040]
section-rule — [502, 1188, 920, 1190]
paragraph: ଏହି ଯୋଜନାରେ ପ୍ରଥମ ଥର ପାଇଁ ଚାକିରି କରୁଥିବା ଯୁବକଯୁବତୀଙ୍କୁ ପ୍ରୋତ୍ସାହନ ରାଶି ଦିଆଯିବ। ନିଯୁକ୍ତିଦାତା ସଂସ୍ଥାଗୁଡ଼ିକୁ ମଧ୍ୟ ଅତିରିକ୍ତ ନିଯୁକ୍ତି ପାଇଁ ସହାୟତା ମିଳିବ। — [262, 814, 492, 842]
paragraph: ବିଦ୍ୟାଳୟର ଉନ୍ନତି ପାଇଁ ଅଭିଭାବକମାନେ ସକ୍ରିୟ ଭାବେ ଅଂଶଗ୍ରହଣ କରିବା ଆବଶ୍ୟକ ବୋଲି ପ୍ରଧାନଶିକ୍ଷକ କହିଥିଲେ। — [474, 146, 582, 183]
paragraph: ବିସ୍ଫୋରଣ ଘଟଣାରେ ମୃତ୍ୟୁ ସଂଖ୍ୟା ବଢ଼ିଛି। ଆହତମାନଙ୍କୁ ନିକଟସ୍ଥ ହସପିଟାଲରେ ଚିକିତ୍ସା ପାଇଁ ଭର୍ତ୍ତି କରାଯାଇଛି ଓ ଉଚ୍ଚସ୍ତରୀୟ ତଦନ୍ତ ନିର୍ଦ୍ଦେଶ ଦିଆଯାଇଛି। — [28, 904, 254, 932]
headline-divider — [358, 114, 359, 142]
paragraph: ବନ୍ଦକାରୀମାନେ କେନ୍ଦ୍ର ସରକାରଙ୍କ ଶ୍ରମ ନୀତି ବିରୋଧରେ ସ୍ଲୋଗାନ ଦେଇଥିଲେ ଓ ବିଭିନ୍ନ ଦାବି ଉପସ୍ଥାପନ କରିଥିଲେ। — [138, 412, 244, 450]
paragraph: ବିଦ୍ୟାଳୟର ଉନ୍ନତି ପାଇଁ ଅଭିଭାବକମାନେ ସକ୍ରିୟ ଭାବେ ଅଂଶଗ୍ରହଣ କରିବା ଆବଶ୍ୟକ ବୋଲି ପ୍ରଧାନଶିକ୍ଷକ କହିଥିଲେ। — [587, 220, 695, 258]
section-rule — [26, 718, 702, 720]
paragraph: ଏହି ଯୋଜନାରେ ପ୍ରଥମ ଥର ପାଇଁ ଚାକିରି କରୁଥିବା ଯୁବକଯୁବତୀଙ୍କୁ ପ୍ରୋତ୍ସାହନ ରାଶି ଦିଆଯିବ। ନିଯୁକ୍ତିଦାତା ସଂସ୍ଥାଗୁଡ଼ିକୁ ମଧ୍ୟ ଅତିରିକ୍ତ ନିଯୁକ୍ତି ପାଇଁ ସହାୟତା ମିଳିବ। — [28, 796, 254, 824]
paragraph: ସକାଳୁ ରାସ୍ତା ଅବରୋଧ ହେବା ଫଳରେ ଯାନବାହନ ଚଳାଚଳ ବାଧାପ୍ରାପ୍ତ ହୋଇଥିଲା। ବଜାର ଓ ଦୋକାନ ବଜାର ବନ୍ଦ ରହିଥିଲା। — [249, 375, 354, 412]
paragraph: ପିଲାମାନଙ୍କ ସର୍ବାଙ୍ଗୀନ ବିକାଶ ପାଇଁ ଖେଳକୁଦ ଓ ସାଂସ୍କୃତିକ କାର୍ଯ୍ୟକ୍ରମରେ ମଧ୍ୟ ଗୁରୁତ୍ୱ ଦିଆଯିବ। — [813, 220, 920, 258]
continuation-col-2 — [262, 754, 492, 1418]
block-water-photo — [166, 554, 418, 704]
paragraph: ବିଦ୍ୟାଳୟର ଉନ୍ନତି ପାଇଁ ଅଭିଭାବକମାନେ ସକ୍ରିୟ ଭାବେ ଅଂଶଗ୍ରହଣ କରିବା ଆବଶ୍ୟକ ବୋଲି ପ୍ରଧାନଶିକ୍ଷକ କହିଥିଲେ। — [813, 183, 920, 220]
paragraph: ଏହି ଯୋଜନାରେ ପ୍ରଥମ ଥର ପାଇଁ ଚାକିରି କରୁଥିବା ଯୁବକଯୁବତୀଙ୍କୁ ପ୍ରୋତ୍ସାହନ ରାଶି ଦିଆଯିବ। ନିଯୁକ୍ତିଦାତା ସଂସ୍ଥାଗୁଡ଼ିକୁ ମଧ୍ୟ ଅତିରିକ୍ତ ନିଯୁକ୍ତି ପାଇଁ ସହାୟତା ମିଳିବ। — [28, 945, 254, 973]
section-title: ଆଇଆଇଆଇଆ, ଅଫିସ୍... — [262, 780, 406, 797]
paragraph: କଳାହାଣ୍ଡି, (ନିଜ ପ୍ରତି): ଭୁବନେଶ୍ୱର ମହାନଗର ନିଗମର ଅତିରିକ୍ତ କମିଶନରଙ୍କ ଉପରେ ହୋଇଥିବା ଆକ୍ରମଣ ଘଟଣାକୁ କଳାହାଣ୍ଡି ଓଏଏସ୍ ସଂଘ ତରଫରୁ ତୀବ୍ର ନିନ୍ଦା କରାଯାଇଛି। — [643, 1292, 779, 1338]
headline-sister-abuse: ଭଉଣୀକୁ ଦୁଷ୍କର୍ମ କଲେ ଭାଇ — [706, 714, 886, 733]
sister-abuse-body — [706, 738, 920, 980]
section-title: ୫ ଯାଏ... — [28, 1099, 80, 1116]
column-divider — [496, 724, 497, 1418]
paragraph: ଧର୍ମଗଡ଼, (ନିଜ ପ୍ରତି): ଗାଧୋଇବାକୁ ଯାଇ ପୋଖରୀରେ ବୁଡ଼ି ଜଣେ ଯୁବକଙ୍କ ମୃତ୍ୟୁ ହୋଇଛି। ସ୍ଥାନୀୟ ଲୋକମାନେ ମୃତଦେହ ଉଦ୍ଧାର କରିଥିଲେ। — [706, 534, 810, 580]
pond-scene-photo-icon — [707, 415, 921, 531]
paragraph: ଅଭିଭାବକ ସଭାରେ ଶିକ୍ଷକମାନେ ପିଲାଙ୍କ ପାଠପଢ଼ା, ଉପସ୍ଥାନ ଓ ଆଚରଣ ସମ୍ପର୍କରେ ବିସ୍ତୃତ ଆଲୋଚନା କରିଥିଲେ। — [700, 229, 808, 267]
